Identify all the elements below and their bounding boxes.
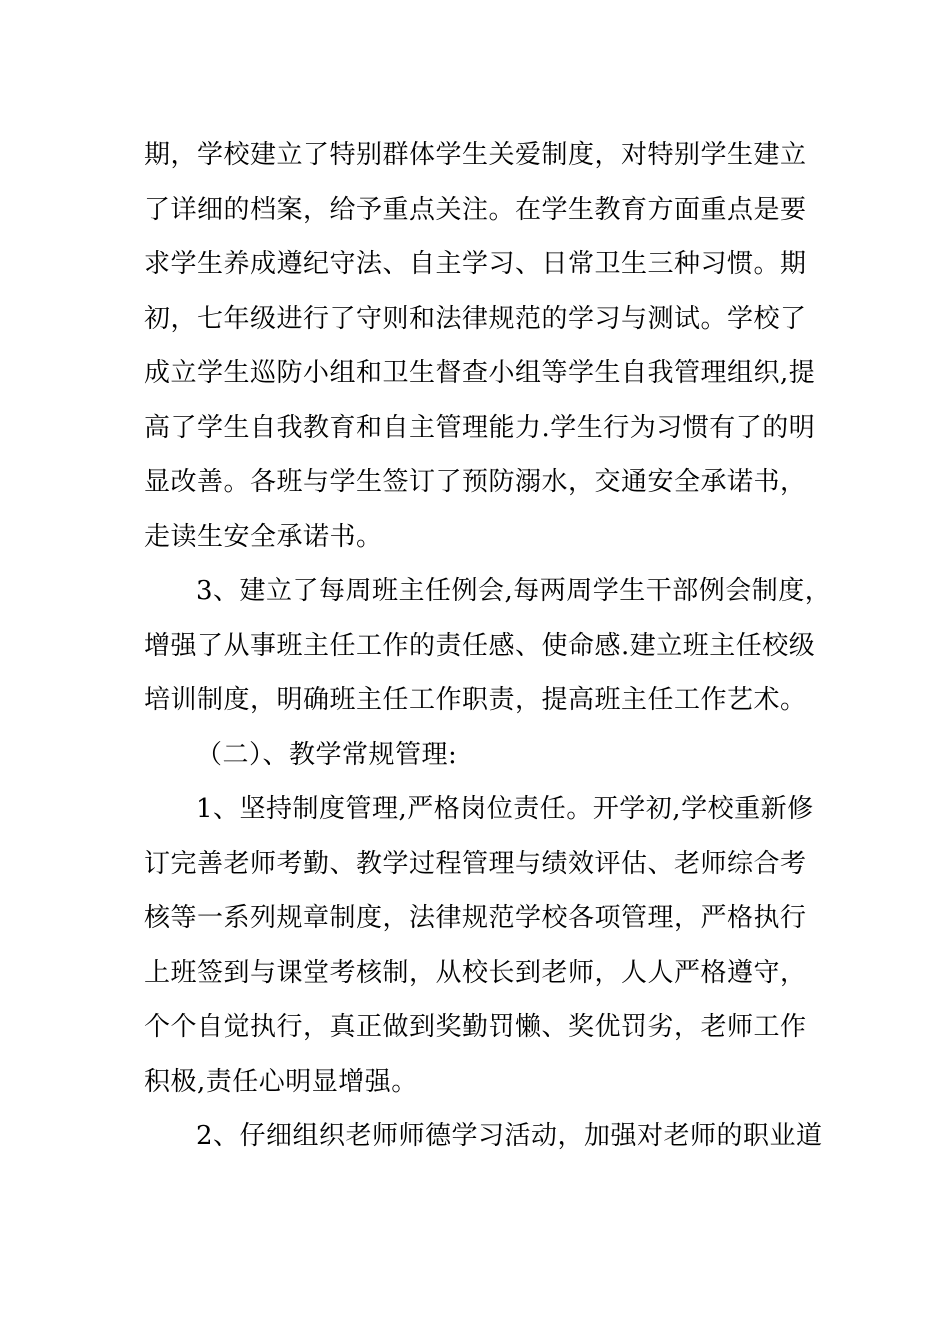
text-line: 增强了从事班主任工作的责任感、使命感.建立班主任校级 xyxy=(144,630,816,661)
document-body xyxy=(144,128,844,1164)
text-line: 成立学生巡防小组和卫生督查小组等学生自我管理组织,提 xyxy=(144,358,816,388)
text-line: 订完善老师考勤、教学过程管理与绩效评估、老师综合考 xyxy=(144,848,807,879)
section-heading: （二）、教学常规管理: xyxy=(196,739,458,770)
text-line: 个个自觉执行，真正做到奖勤罚懒、奖优罚劣，老师工作 xyxy=(144,1012,807,1042)
text-line: 初，七年级进行了守则和法律规范的学习与测试。学校了 xyxy=(144,303,807,334)
text-line: 积极,责任心明显增强。 xyxy=(144,1066,418,1097)
text-line: 走读生安全承诺书。 xyxy=(144,521,383,552)
text-line: 期，学校建立了特别群体学生关爱制度，对特别学生建立 xyxy=(144,140,807,170)
text-line: 核等一系列规章制度，法律规范学校各项管理，严格执行 xyxy=(144,903,807,933)
text-line: 求学生养成遵纪守法、自主学习、日常卫生三种习惯。期 xyxy=(144,249,807,279)
text-line: 培训制度，明确班主任工作职责，提高班主任工作艺术。 xyxy=(144,685,807,715)
text-line: 了详细的档案，给予重点关注。在学生教育方面重点是要 xyxy=(144,194,807,225)
paragraph-start-line: 3、建立了每周班主任例会,每两周学生干部例会制度， xyxy=(196,576,832,606)
text-line: 上班签到与课堂考核制，从校长到老师，人人严格遵守， xyxy=(144,957,807,988)
paragraph-start-line: 2、仔细组织老师师德学习活动，加强对老师的职业道 xyxy=(196,1121,823,1151)
text-line: 显改善。各班与学生签订了预防溺水，交通安全承诺书， xyxy=(144,467,807,497)
paragraph-start-line: 1、坚持制度管理,严格岗位责任。开学初,学校重新修 xyxy=(196,794,814,824)
text-line: 高了学生自我教育和自主管理能力.学生行为习惯有了的明 xyxy=(144,412,816,443)
